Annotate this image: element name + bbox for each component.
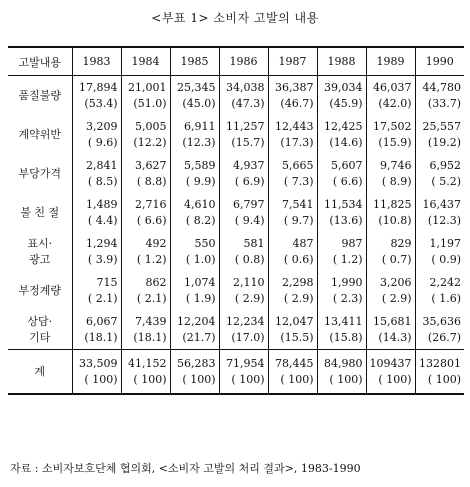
data-cell bbox=[268, 115, 317, 154]
data-cell bbox=[317, 271, 366, 310]
total-percent: ( 100) bbox=[378, 372, 412, 386]
data-cell bbox=[72, 271, 121, 310]
table-row bbox=[8, 193, 464, 232]
category-label: 부정계량 bbox=[18, 283, 61, 297]
percent-value: (10.8) bbox=[378, 213, 412, 227]
percent-value: (17.3) bbox=[280, 135, 314, 149]
total-value: 109437 bbox=[369, 356, 412, 370]
data-cell bbox=[170, 154, 219, 193]
count-value: 16,437 bbox=[422, 197, 461, 211]
count-value: 15,681 bbox=[373, 314, 412, 328]
total-percent: ( 100) bbox=[329, 372, 363, 386]
percent-value: ( 2.3) bbox=[332, 291, 363, 305]
count-value: 35,636 bbox=[422, 314, 461, 328]
row-category bbox=[8, 310, 72, 350]
data-cell bbox=[366, 271, 415, 310]
percent-value: ( 8.2) bbox=[185, 213, 216, 227]
count-value: 3,209 bbox=[86, 119, 118, 133]
category-label: 부당가격 bbox=[18, 166, 61, 180]
row-category bbox=[8, 115, 72, 154]
data-cell bbox=[317, 310, 366, 350]
table-row bbox=[8, 271, 464, 310]
header-year: 1986 bbox=[219, 47, 268, 76]
percent-value: ( 1.2) bbox=[332, 252, 363, 266]
total-value: 33,509 bbox=[79, 356, 118, 370]
count-value: 2,298 bbox=[282, 275, 314, 289]
data-cell bbox=[366, 76, 415, 116]
count-value: 46,037 bbox=[373, 80, 412, 94]
data-cell bbox=[121, 310, 170, 350]
total-percent: ( 100) bbox=[280, 372, 314, 386]
data-cell bbox=[121, 115, 170, 154]
percent-value: (14.6) bbox=[329, 135, 363, 149]
percent-value: ( 8.8) bbox=[136, 174, 167, 188]
data-cell bbox=[121, 76, 170, 116]
percent-value: ( 0.9) bbox=[431, 252, 461, 266]
table-row bbox=[8, 115, 464, 154]
data-cell bbox=[219, 115, 268, 154]
percent-value: (45.9) bbox=[329, 96, 363, 110]
percent-value: (12.3) bbox=[182, 135, 216, 149]
percent-value: (15.7) bbox=[231, 135, 265, 149]
percent-value: (46.7) bbox=[280, 96, 314, 110]
percent-value: (18.1) bbox=[133, 330, 167, 344]
data-cell bbox=[268, 232, 317, 271]
data-cell bbox=[121, 193, 170, 232]
percent-value: (47.3) bbox=[231, 96, 265, 110]
percent-value: ( 1.6) bbox=[431, 291, 461, 305]
table-row bbox=[8, 76, 464, 116]
total-cell bbox=[415, 350, 464, 395]
count-value: 3,627 bbox=[135, 158, 167, 172]
data-cell bbox=[219, 154, 268, 193]
percent-value: ( 2.1) bbox=[87, 291, 118, 305]
total-value: 41,152 bbox=[128, 356, 167, 370]
percent-value: (14.3) bbox=[378, 330, 412, 344]
data-cell bbox=[219, 271, 268, 310]
percent-value: (42.0) bbox=[378, 96, 412, 110]
total-cell bbox=[317, 350, 366, 395]
count-value: 21,001 bbox=[128, 80, 167, 94]
total-label: 계 bbox=[8, 350, 72, 395]
percent-value: (45.0) bbox=[182, 96, 216, 110]
total-percent: ( 100) bbox=[231, 372, 265, 386]
count-value: 1,990 bbox=[331, 275, 363, 289]
data-cell bbox=[219, 193, 268, 232]
data-cell bbox=[219, 232, 268, 271]
data-cell bbox=[170, 271, 219, 310]
total-value: 84,980 bbox=[324, 356, 363, 370]
table-row bbox=[8, 310, 464, 350]
header-year: 1987 bbox=[268, 47, 317, 76]
count-value: 12,425 bbox=[324, 119, 363, 133]
count-value: 3,206 bbox=[380, 275, 412, 289]
count-value: 7,541 bbox=[282, 197, 314, 211]
header-row bbox=[8, 47, 464, 76]
count-value: 17,502 bbox=[373, 119, 412, 133]
data-cell bbox=[268, 193, 317, 232]
percent-value: ( 1.9) bbox=[185, 291, 216, 305]
count-value: 12,047 bbox=[275, 314, 314, 328]
percent-value: (12.3) bbox=[427, 213, 461, 227]
count-value: 5,005 bbox=[135, 119, 167, 133]
percent-value: (13.6) bbox=[329, 213, 363, 227]
data-cell bbox=[72, 193, 121, 232]
percent-value: ( 0.8) bbox=[234, 252, 265, 266]
row-category bbox=[8, 193, 72, 232]
percent-value: ( 2.1) bbox=[136, 291, 167, 305]
count-value: 862 bbox=[145, 275, 167, 289]
data-cell bbox=[366, 115, 415, 154]
data-cell bbox=[170, 232, 219, 271]
percent-value: ( 4.4) bbox=[87, 213, 118, 227]
data-cell bbox=[121, 232, 170, 271]
header-year: 1983 bbox=[72, 47, 121, 76]
count-value: 1,489 bbox=[86, 197, 118, 211]
percent-value: ( 6.6) bbox=[136, 213, 167, 227]
category-label: 기타 bbox=[29, 330, 51, 344]
total-value: 71,954 bbox=[226, 356, 265, 370]
count-value: 7,439 bbox=[135, 314, 167, 328]
percent-value: ( 9.4) bbox=[234, 213, 265, 227]
count-value: 581 bbox=[243, 236, 265, 250]
count-value: 2,110 bbox=[233, 275, 265, 289]
data-cell bbox=[317, 232, 366, 271]
total-value: 132801 bbox=[419, 356, 461, 370]
total-percent: ( 100) bbox=[84, 372, 118, 386]
total-cell bbox=[72, 350, 121, 395]
total-cell bbox=[268, 350, 317, 395]
count-value: 987 bbox=[341, 236, 363, 250]
total-value: 56,283 bbox=[177, 356, 216, 370]
count-value: 2,841 bbox=[86, 158, 118, 172]
data-cell bbox=[72, 76, 121, 116]
count-value: 17,894 bbox=[79, 80, 118, 94]
count-value: 11,825 bbox=[373, 197, 412, 211]
count-value: 6,797 bbox=[233, 197, 265, 211]
total-percent: ( 100) bbox=[427, 372, 461, 386]
count-value: 5,607 bbox=[331, 158, 363, 172]
data-cell bbox=[268, 310, 317, 350]
data-cell bbox=[72, 115, 121, 154]
data-cell bbox=[415, 154, 464, 193]
count-value: 36,387 bbox=[275, 80, 314, 94]
total-row bbox=[8, 350, 464, 395]
data-cell bbox=[317, 115, 366, 154]
data-cell bbox=[219, 310, 268, 350]
count-value: 4,937 bbox=[233, 158, 265, 172]
total-cell bbox=[219, 350, 268, 395]
row-category bbox=[8, 76, 72, 116]
count-value: 550 bbox=[194, 236, 216, 250]
header-year: 1984 bbox=[121, 47, 170, 76]
data-cell bbox=[366, 193, 415, 232]
count-value: 5,665 bbox=[282, 158, 314, 172]
percent-value: ( 1.2) bbox=[136, 252, 167, 266]
total-cell bbox=[121, 350, 170, 395]
count-value: 1,197 bbox=[429, 236, 461, 250]
row-category bbox=[8, 154, 72, 193]
data-cell bbox=[317, 154, 366, 193]
data-cell bbox=[170, 193, 219, 232]
data-cell bbox=[366, 232, 415, 271]
count-value: 1,294 bbox=[86, 236, 118, 250]
header-category: 고발내용 bbox=[8, 47, 72, 76]
data-cell bbox=[268, 154, 317, 193]
complaint-table bbox=[8, 46, 464, 395]
percent-value: ( 1.0) bbox=[185, 252, 216, 266]
count-value: 11,534 bbox=[324, 197, 363, 211]
header-year: 1990 bbox=[415, 47, 464, 76]
category-label: 표시· bbox=[27, 236, 53, 250]
percent-value: ( 0.7) bbox=[381, 252, 412, 266]
count-value: 4,610 bbox=[184, 197, 216, 211]
percent-value: ( 6.9) bbox=[234, 174, 265, 188]
percent-value: (26.7) bbox=[427, 330, 461, 344]
percent-value: ( 8.9) bbox=[381, 174, 412, 188]
percent-value: (15.5) bbox=[280, 330, 314, 344]
count-value: 12,204 bbox=[177, 314, 216, 328]
percent-value: ( 8.5) bbox=[87, 174, 118, 188]
total-percent: ( 100) bbox=[182, 372, 216, 386]
percent-value: (19.2) bbox=[427, 135, 461, 149]
count-value: 44,780 bbox=[422, 80, 461, 94]
total-value: 78,445 bbox=[275, 356, 314, 370]
data-cell bbox=[415, 76, 464, 116]
percent-value: ( 2.9) bbox=[381, 291, 412, 305]
table-row bbox=[8, 154, 464, 193]
row-category bbox=[8, 271, 72, 310]
data-cell bbox=[317, 193, 366, 232]
data-cell bbox=[415, 115, 464, 154]
source-note: 자료 : 소비자보호단체 협의회, <소비자 고발의 처리 결과>, 1983-1990 bbox=[10, 462, 361, 475]
count-value: 9,746 bbox=[380, 158, 412, 172]
data-cell bbox=[170, 76, 219, 116]
count-value: 6,067 bbox=[86, 314, 118, 328]
table-row bbox=[8, 232, 464, 271]
percent-value: (51.0) bbox=[133, 96, 167, 110]
category-label: 불 친 절 bbox=[20, 205, 60, 219]
data-cell bbox=[72, 232, 121, 271]
data-cell bbox=[415, 232, 464, 271]
data-cell bbox=[219, 76, 268, 116]
count-value: 12,443 bbox=[275, 119, 314, 133]
percent-value: (33.7) bbox=[427, 96, 461, 110]
percent-value: ( 0.6) bbox=[283, 252, 314, 266]
table-title: <부표 1> 소비자 고발의 내용 bbox=[151, 11, 319, 25]
percent-value: (17.0) bbox=[231, 330, 265, 344]
percent-value: ( 2.9) bbox=[283, 291, 314, 305]
data-cell bbox=[268, 271, 317, 310]
count-value: 487 bbox=[292, 236, 314, 250]
count-value: 5,589 bbox=[184, 158, 216, 172]
percent-value: (18.1) bbox=[84, 330, 118, 344]
category-label: 계약위반 bbox=[18, 127, 61, 141]
percent-value: (53.4) bbox=[84, 96, 118, 110]
count-value: 6,952 bbox=[429, 158, 461, 172]
count-value: 715 bbox=[96, 275, 118, 289]
percent-value: ( 2.9) bbox=[234, 291, 265, 305]
percent-value: (12.2) bbox=[133, 135, 167, 149]
category-label: 광고 bbox=[29, 252, 51, 266]
count-value: 492 bbox=[145, 236, 167, 250]
data-cell bbox=[415, 271, 464, 310]
count-value: 25,345 bbox=[177, 80, 216, 94]
percent-value: ( 9.7) bbox=[283, 213, 314, 227]
data-cell bbox=[170, 310, 219, 350]
data-cell bbox=[366, 310, 415, 350]
data-cell bbox=[72, 310, 121, 350]
category-label: 품질불량 bbox=[18, 88, 61, 102]
data-cell bbox=[72, 154, 121, 193]
percent-value: ( 9.6) bbox=[87, 135, 118, 149]
data-cell bbox=[415, 193, 464, 232]
percent-value: ( 6.6) bbox=[332, 174, 363, 188]
count-value: 2,716 bbox=[135, 197, 167, 211]
percent-value: ( 7.3) bbox=[283, 174, 314, 188]
total-cell bbox=[170, 350, 219, 395]
count-value: 12,234 bbox=[226, 314, 265, 328]
data-cell bbox=[268, 76, 317, 116]
count-value: 13,411 bbox=[324, 314, 363, 328]
count-value: 2,242 bbox=[429, 275, 461, 289]
percent-value: (21.7) bbox=[182, 330, 216, 344]
data-cell bbox=[121, 271, 170, 310]
data-cell bbox=[366, 154, 415, 193]
header-year: 1988 bbox=[317, 47, 366, 76]
total-percent: ( 100) bbox=[133, 372, 167, 386]
data-cell bbox=[317, 76, 366, 116]
count-value: 39,034 bbox=[324, 80, 363, 94]
percent-value: ( 3.9) bbox=[87, 252, 118, 266]
percent-value: ( 9.9) bbox=[185, 174, 216, 188]
percent-value: (15.8) bbox=[329, 330, 363, 344]
total-cell bbox=[366, 350, 415, 395]
count-value: 34,038 bbox=[226, 80, 265, 94]
data-cell bbox=[170, 115, 219, 154]
count-value: 11,257 bbox=[226, 119, 265, 133]
header-year: 1989 bbox=[366, 47, 415, 76]
row-category bbox=[8, 232, 72, 271]
header-year: 1985 bbox=[170, 47, 219, 76]
count-value: 6,911 bbox=[184, 119, 216, 133]
count-value: 1,074 bbox=[184, 275, 216, 289]
count-value: 829 bbox=[390, 236, 412, 250]
category-label: 상담· bbox=[27, 314, 53, 328]
percent-value: (15.9) bbox=[378, 135, 412, 149]
count-value: 25,557 bbox=[422, 119, 461, 133]
data-cell bbox=[121, 154, 170, 193]
percent-value: ( 5.2) bbox=[431, 174, 461, 188]
data-cell bbox=[415, 310, 464, 350]
